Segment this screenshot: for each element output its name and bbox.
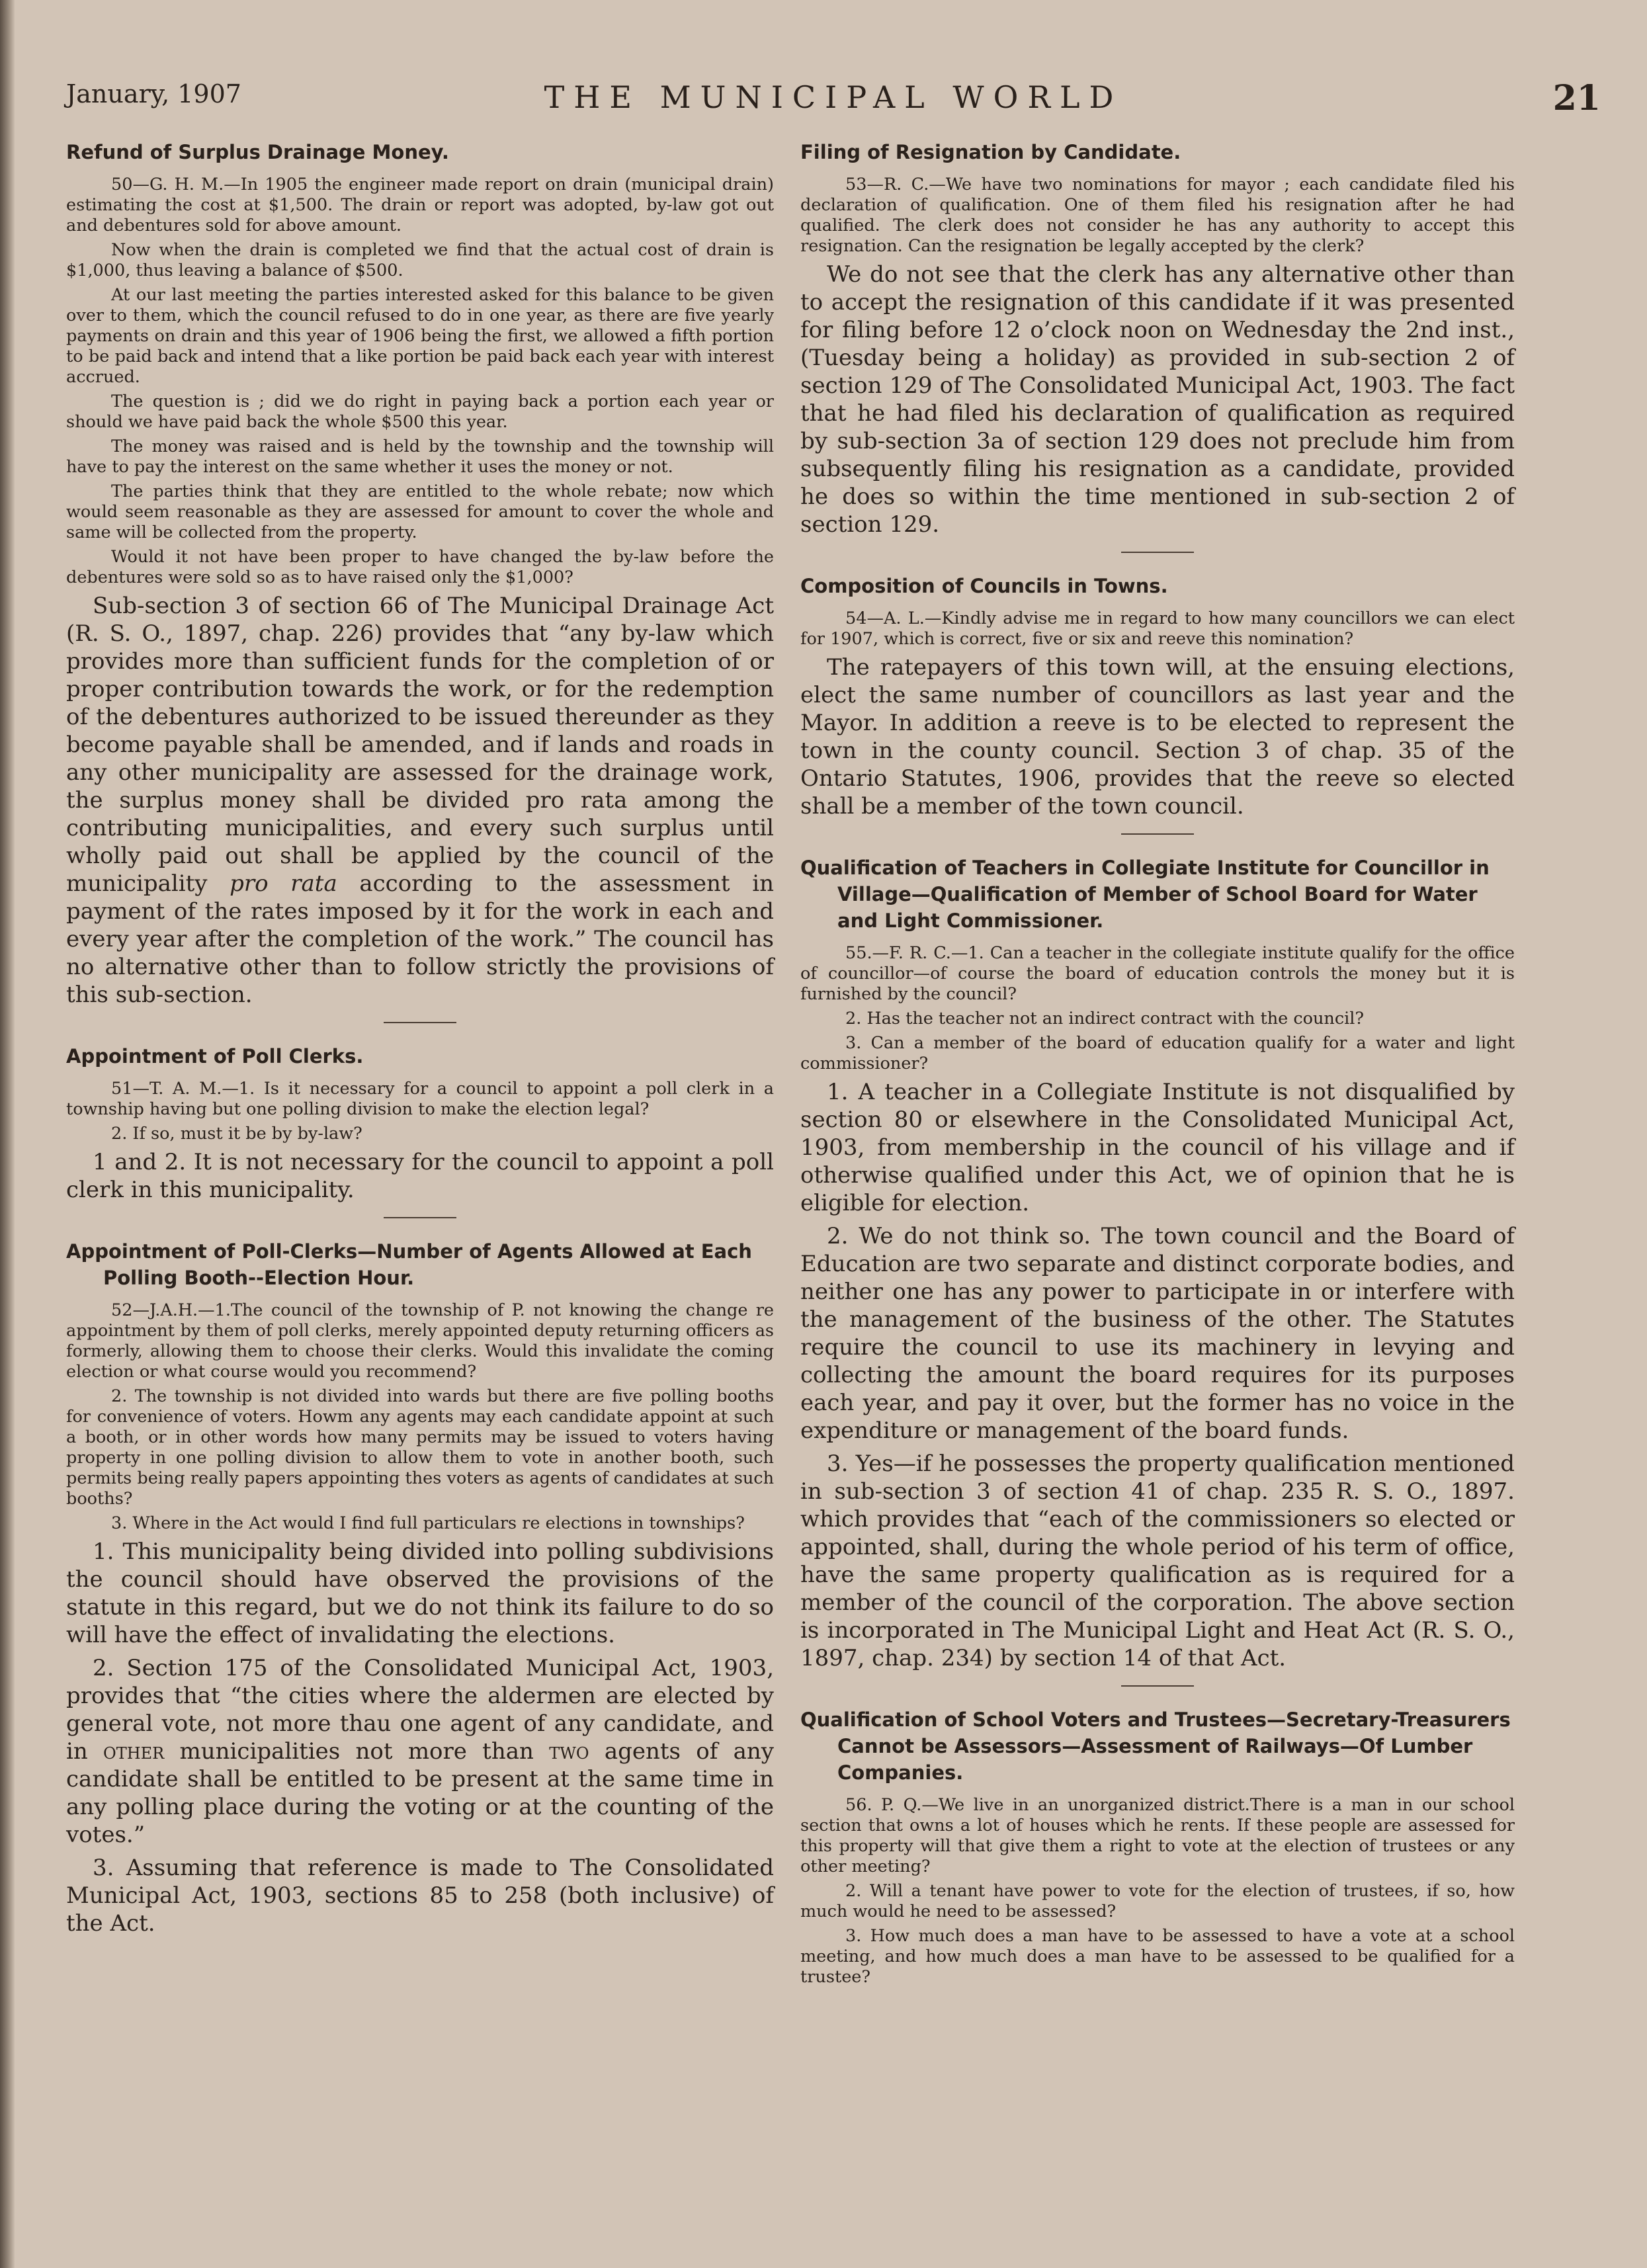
question-paragraph: 51—T. A. M.—1. Is it necessary for a council to appoint a poll clerk in a township having but one polling division to make the election legal? xyxy=(66,1079,774,1119)
issue-date: January, 1907 xyxy=(66,79,241,108)
running-head xyxy=(66,74,1601,127)
question-paragraph: 53—R. C.—We have two nominations for mayor ; each candidate filed his declaration of qualification. One of them filed his resignation after he had qualified. The clerk does not consider he has any authority to accept this resignation. Can the resignation be legally accepted by the clerk? xyxy=(800,175,1515,256)
answer-paragraph: Sub-section 3 of section 66 of The Municipal Drainage Act (R. S. O., 1897, chap. 226) provides that “any by-law which provides more than sufficient funds for the completion of or proper contribution towards the work, or for the redemption of the debentures authorized to be issued thereunder as they become payable shall be amended, and if lands and roads in any other municipality are assessed for the drainage work, the surplus money shall be divided pro rata among the contributing municipalities, and every such surplus until wholly paid out shall be applied by the council of the municipality pro rata according to the assessment in payment of the rates imposed by it for the work in each and every year after the completion of the work.” The council has no alternative other than to follow strictly the provisions of this sub-section. xyxy=(66,593,774,1008)
section-53 xyxy=(800,139,1515,538)
question-paragraph: Would it not have been proper to have changed the by-law before the debentures were sold so as to have raised only the $1,000? xyxy=(66,547,774,587)
section-divider xyxy=(384,1217,456,1218)
question-paragraph: 3. Where in the Act would I find full particulars re elections in townships? xyxy=(111,1513,745,1533)
section-heading: Appointment of Poll-Clerks—Number of Agents Allowed at Each Polling Booth--Election Hour. xyxy=(66,1240,752,1289)
question-paragraph: 55.—F. R. C.—1. Can a teacher in the collegiate institute qualify for the office of councillor—of course the board of education controls the money but it is furnished by the council? xyxy=(800,943,1515,1004)
answer-paragraph: 2. We do not think so. The town council and the Board of Education are two separate and distinct corporate bodies, and neither one has any power to participate in or interfere with the management of the business of the other. The Statutes require the council to use its machinery in levying and collecting the amount the board requires for its purposes each year, and pay it over, but the former has no voice in the expenditure or management of the board funds. xyxy=(800,1223,1515,1444)
answer-paragraph: 2. Section 175 of the Consolidated Municipal Act, 1903, provides that “the cities where the aldermen are elected by general vote, not more thau one agent of any candidate, and in other municipalities not more than two agents of any candidate shall be entitled to be present at the same time in any polling place during the voting or at the counting of the votes.” xyxy=(66,1655,774,1848)
question-paragraph: 54—A. L.—Kindly advise me in regard to how many councillors we can elect for 1907, which is correct, five or six and reeve this nomination? xyxy=(800,609,1515,649)
answer-paragraph: We do not see that the clerk has any alternative other than to accept the resignation of this candidate if it was presented for filing before 12 o’clock noon on Wednesday the 2nd inst., (Tuesday being a holiday) as provided in sub-section 2 of section 129 of The Consolidated Municipal Act, 1903. The fact that he had filed his declaration of qualification as required by sub-section 3a of section 129 does not preclude him from subsequently filing his resignation as a candidate, provided he does so within the time mentioned in sub-section 2 of section 129. xyxy=(800,261,1515,538)
section-heading: Qualification of School Voters and Trustees—Secretary-Treasurers Cannot be Assessors—Assessment of Railways—Of Lumber Companies. xyxy=(800,1708,1511,1784)
question-paragraph: 2. Will a tenant have power to vote for the election of trustees, if so, how much would he need to be assessed? xyxy=(800,1881,1515,1921)
question-paragraph: Now when the drain is completed we find that the actual cost of drain is $1,000, thus leaving a balance of $500. xyxy=(66,240,774,280)
question-paragraph: 2. Has the teacher not an indirect contract with the council? xyxy=(845,1009,1365,1029)
answer-paragraph: 1. A teacher in a Collegiate Institute is not disqualified by section 80 or elsewhere in the Consolidated Municipal Act, 1903, from membership in the council of his village and if otherwise qualified under this Act, we of opinion that he is eligible for election. xyxy=(800,1079,1515,1216)
section-51 xyxy=(66,1043,774,1204)
question-paragraph: 50—G. H. M.—In 1905 the engineer made report on drain (municipal drain) estimating the cost at $1,500. The drain or report was adopted, by-law got out and debentures sold for above amount. xyxy=(66,175,774,235)
section-divider xyxy=(1121,833,1194,835)
question-paragraph: The question is ; did we do right in paying back a portion each year or should we have paid back the whole $500 this year. xyxy=(66,392,774,432)
section-50 xyxy=(66,139,774,1009)
answer-paragraph: 3. Assuming that reference is made to The Consolidated Municipal Act, 1903, sections 85 to 258 (both inclusive) of the Act. xyxy=(66,1855,774,1937)
question-paragraph: 3. Can a member of the board of education qualify for a water and light commissioner? xyxy=(800,1033,1515,1073)
section-heading: Refund of Surplus Drainage Money. xyxy=(66,141,449,163)
answer-paragraph: The ratepayers of this town will, at the ensuing elections, elect the same number of councillors as last year and the Mayor. In addition a reeve is to be elected to represent the town in the county council. Section 3 of chap. 35 of the Ontario Statutes, 1906, provides that the reeve so elected shall be a member of the town council. xyxy=(800,654,1515,819)
section-heading: Qualification of Teachers in Collegiate Institute for Councillor in Village—Qualification of Member of School Board for Water and Light Commissioner. xyxy=(800,857,1490,932)
section-heading: Composition of Councils in Towns. xyxy=(800,575,1168,597)
question-paragraph: 56. P. Q.—We live in an unorganized district.There is a man in our school section that owns a lot of houses which he rents. If these people are assessed for this property will that give them a right to vote at the election of trustees or any other meeting? xyxy=(800,1795,1515,1876)
left-column xyxy=(66,139,774,1943)
section-divider xyxy=(1121,1685,1194,1687)
question-paragraph: At our last meeting the parties interested asked for this balance to be given over to them, which the council refused to do in one year, as there are five yearly payments on drain and this year of 1906 being the first, we allowed a fifth portion to be paid back and intend that a like portion be paid back each year with interest accrued. xyxy=(66,285,774,387)
section-56 xyxy=(800,1706,1515,1988)
answer-paragraph: 1. This municipality being divided into polling subdivisions the council should have observed the provisions of the statute in this regard, but we do not think its failure to do so will have the effect of invalidating the elections. xyxy=(66,1538,774,1648)
question-paragraph: 52—J.A.H.—1.The council of the township of P. not knowing the change re appointment by them of poll clerks, merely appointed deputy returning officers as formerly, allowing them to choose their clerks. Would this invalidate the coming election or what course would you recommend? xyxy=(66,1300,774,1382)
answer-paragraph: 3. Yes—if he possesses the property qualification mentioned in sub-section 3 of section 41 of chap. 235 R. S. O., 1897. which provides that “each of the commissioners so elected or appointed, shall, during the whole period of his term of office, have the same property qualification as is required for a member of the council of the corporation. The above section is incorporated in The Municipal Light and Heat Act (R. S. O., 1897, chap. 234) by section 14 of that Act. xyxy=(800,1450,1515,1671)
binding-gutter xyxy=(0,0,15,2268)
section-heading: Appointment of Poll Clerks. xyxy=(66,1045,364,1068)
section-heading: Filing of Resignation by Candidate. xyxy=(800,141,1181,163)
section-55 xyxy=(800,855,1515,1672)
section-divider xyxy=(384,1022,456,1023)
answer-paragraph: 1 and 2. It is not necessary for the council to appoint a poll clerk in this municipality. xyxy=(66,1149,774,1203)
section-52 xyxy=(66,1238,774,1937)
question-paragraph: The money was raised and is held by the township and the township will have to pay the interest on the same whether it uses the money or not. xyxy=(66,437,774,477)
publication-title: THE MUNICIPAL WORLD xyxy=(544,79,1123,115)
section-54 xyxy=(800,573,1515,820)
question-paragraph: 3. How much does a man have to be assessed to have a vote at a school meeting, and how much does a man have to be assessed to be qualified for a trustee? xyxy=(800,1926,1515,1987)
page-number: 21 xyxy=(1552,78,1601,118)
question-paragraph: 2. If so, must it be by by-law? xyxy=(111,1124,362,1144)
question-paragraph: The parties think that they are entitled to the whole rebate; now which would seem reasonable as they are assessed for amount to cover the whole and same will be collected from the property. xyxy=(66,482,774,542)
section-divider xyxy=(1121,552,1194,553)
question-paragraph: 2. The township is not divided into wards but there are five polling booths for convenience of voters. Howm any agents may each candidate appoint at such a booth, or in other words how many permits may be issued to voters having property in one polling division to allow them to vote in another booth, such permits being really papers appointing thes voters as agents of candidates at such booths? xyxy=(66,1386,774,1509)
right-column xyxy=(800,139,1515,1992)
